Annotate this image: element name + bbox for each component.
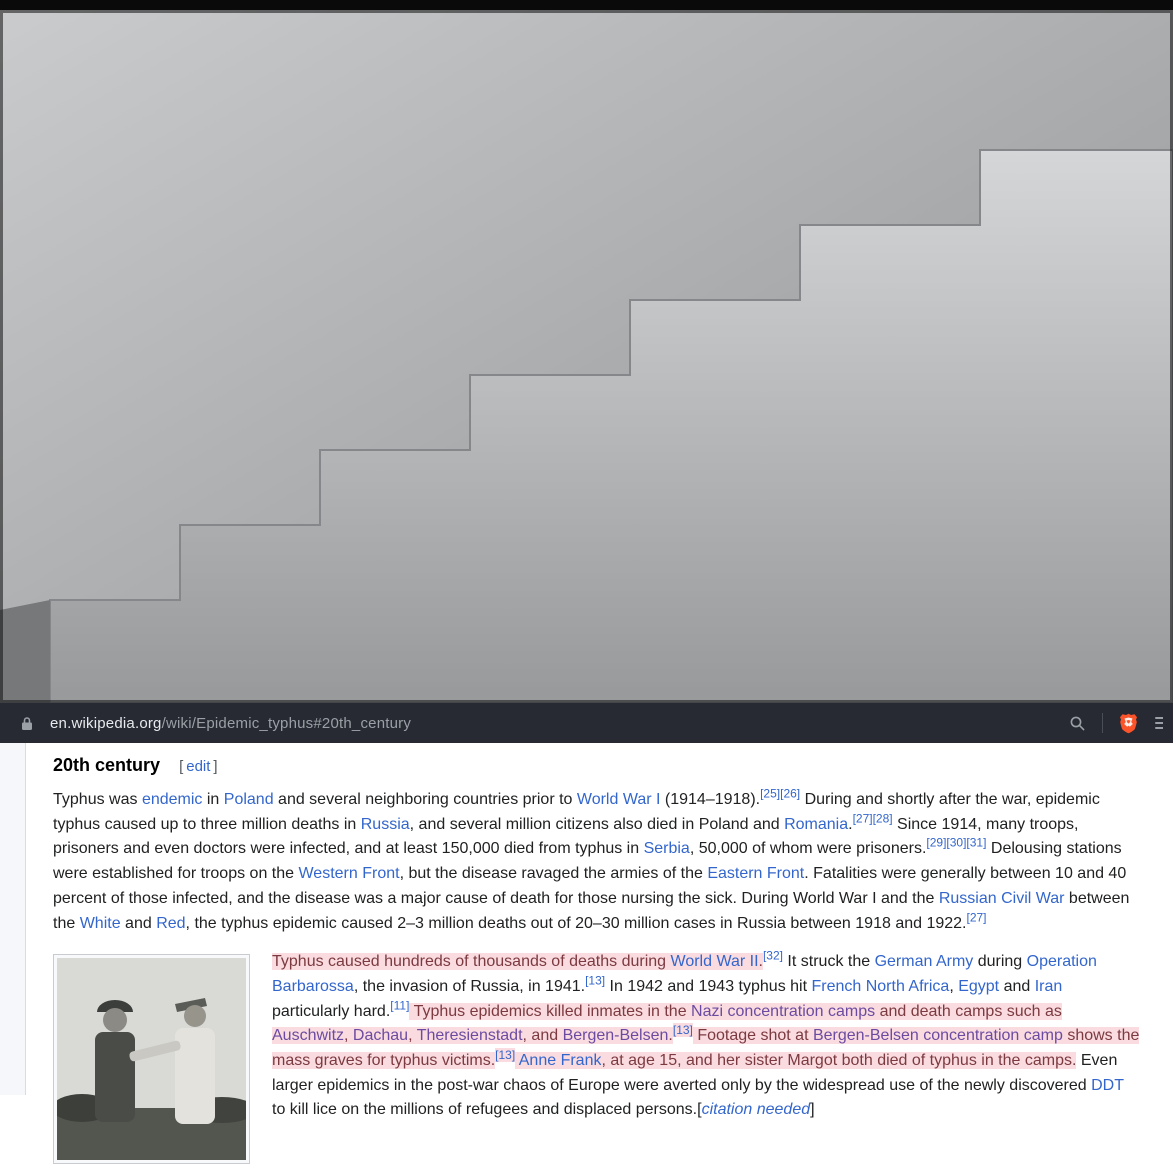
text-run: , the typhus epidemic caused 2–3 million deaths out of 20–30 million cases in Russia between 1918 and 1922.	[185, 914, 967, 932]
thumbnail-frame[interactable]	[53, 954, 250, 1164]
url-text[interactable]	[50, 715, 411, 732]
article-link[interactable]: endemic	[141, 791, 203, 808]
article-link[interactable]: Operation Barbarossa	[272, 953, 1097, 995]
article-link[interactable]: Russia	[360, 815, 410, 833]
text-run: ,	[344, 1027, 353, 1045]
citation-link[interactable]: [11]	[390, 998, 410, 1013]
text-run: , but the disease ravaged the armies of the	[399, 865, 708, 883]
text-run: Even larger epidemics in the post-war chaos of Europe were averted only by the widespread use of the newly discovered	[272, 1052, 1118, 1094]
text-run: ,	[949, 977, 959, 995]
text-run: ]	[810, 1101, 815, 1119]
citation-link[interactable]: [30]	[946, 836, 967, 851]
paragraph-2-row	[53, 948, 1140, 1164]
text-run: between the	[53, 889, 1130, 932]
wikipedia-page	[0, 743, 1173, 1119]
section-heading: 20th century	[53, 755, 161, 775]
citation-ref	[495, 1048, 515, 1062]
article-link[interactable]: German Army	[874, 953, 974, 971]
article-link[interactable]: Serbia	[643, 840, 690, 858]
text-run: .	[848, 815, 853, 833]
article-link[interactable]: Anne Frank	[518, 1052, 602, 1070]
article-link[interactable]: Iran	[1034, 977, 1063, 995]
url-host: en.wikipedia.org	[50, 714, 162, 732]
text-run: Typhus caused hundreds of thousands of deaths during	[272, 953, 671, 971]
article-link[interactable]: World War II	[670, 953, 759, 971]
citation-ref	[966, 836, 986, 850]
text-run: Delousing stations were established for troops on the	[53, 840, 1122, 883]
text-run: in	[202, 791, 224, 808]
citation-ref	[585, 974, 605, 988]
search-icon[interactable]	[1064, 710, 1090, 736]
browser-urlbar[interactable]	[0, 703, 1173, 743]
citation-link[interactable]: [32]	[762, 948, 783, 963]
text-run: Footage shot at	[692, 1027, 813, 1045]
citation-ref	[853, 811, 873, 825]
text-run: , at age 15, and her sister Margot both died of typhus in the camps.	[601, 1052, 1077, 1070]
citation-ref	[673, 1023, 693, 1037]
text-run: , 50,000 of whom were prisoners.	[689, 840, 927, 858]
left-gutter	[0, 743, 26, 1095]
text-run: and several neighboring countries prior to	[273, 791, 577, 808]
article-link[interactable]: Bergen-Belsen concentration camp	[812, 1027, 1063, 1045]
citation-link[interactable]: [25]	[760, 786, 781, 801]
text-run: It struck the	[782, 953, 875, 971]
article-link[interactable]: citation needed	[701, 1101, 811, 1119]
edit-section	[179, 758, 218, 775]
top-black-bar	[0, 0, 1173, 10]
text-run: , and	[522, 1027, 563, 1045]
article-link[interactable]: Poland	[223, 791, 274, 808]
text-run: . Fatalities were generally between 10 and 40 percent of those infected, and the disease was a major cause of death for those nursing the sick. During World War I and the	[53, 865, 1127, 907]
citation-link[interactable]: [28]	[872, 811, 893, 826]
paragraph-2-text	[272, 950, 1140, 1123]
article-link[interactable]: World War I	[576, 791, 661, 808]
citation-ref	[926, 836, 946, 850]
citation-link[interactable]: [13]	[585, 973, 606, 988]
text-run: Since 1914, many troops, prisoners and even doctors were infected, and at least 150,000 died from typhus in	[53, 815, 1079, 858]
text-run: [	[697, 1101, 702, 1119]
text-run: (1914–1918).	[660, 791, 761, 808]
article-link[interactable]: Egypt	[958, 977, 1000, 995]
text-run: Typhus epidemics killed inmates in the	[409, 1002, 692, 1020]
citation-ref	[873, 811, 893, 825]
paragraph-2	[272, 950, 1140, 1123]
citation-link[interactable]: [27]	[852, 811, 873, 826]
edit-link[interactable]: edit	[186, 758, 211, 775]
citation-link[interactable]: [27]	[966, 910, 987, 925]
staircase-image-placeholder	[0, 10, 1173, 703]
citation-link[interactable]: [13]	[672, 1023, 693, 1037]
article-content	[26, 743, 1173, 1119]
article-link[interactable]: Western Front	[298, 865, 400, 883]
article-link[interactable]: Romania	[784, 815, 849, 833]
citation-ref	[780, 787, 800, 801]
citation-ref	[760, 787, 780, 801]
url-path: /wiki/Epidemic_typhus#20th_century	[161, 714, 412, 732]
soldiers-ddt-photo-placeholder	[57, 958, 246, 1160]
article-link[interactable]: Bergen-Belsen	[562, 1027, 669, 1045]
article-link[interactable]: Eastern Front	[707, 865, 805, 883]
edit-bracket-open: [	[179, 758, 184, 775]
menu-icon[interactable]	[1155, 714, 1163, 732]
citation-ref	[390, 998, 409, 1012]
text-run: .	[668, 1027, 673, 1045]
text-run: Typhus was	[53, 791, 142, 808]
text-run: During and shortly after the war, epidemic typhus caused up to three million deaths in	[53, 791, 1100, 833]
citation-link[interactable]: [13]	[495, 1047, 516, 1062]
text-run: and death camps such as	[875, 1002, 1062, 1020]
citation-link[interactable]: [31]	[966, 836, 987, 851]
article-link[interactable]: Russian Civil War	[938, 889, 1065, 907]
urlbar-divider	[1102, 713, 1103, 733]
article-link[interactable]: Nazi concentration camps	[691, 1002, 876, 1020]
paragraph-1	[53, 788, 1135, 936]
text-run: In 1942 and 1943 typhus hit	[605, 977, 812, 995]
article-link[interactable]: Auschwitz	[272, 1027, 345, 1045]
text-run: particularly hard.	[272, 1002, 391, 1020]
text-run: to kill lice on the millions of refugees and displaced persons.	[272, 1101, 698, 1119]
text-run: during	[973, 953, 1027, 971]
article-link[interactable]: Dachau	[352, 1027, 409, 1045]
text-run: .	[758, 953, 763, 971]
citation-ref	[946, 836, 966, 850]
citation-ref	[763, 949, 783, 963]
text-run: ,	[408, 1027, 417, 1045]
text-run: and	[999, 977, 1035, 995]
citation-ref	[967, 910, 987, 924]
article-link[interactable]: White	[79, 914, 121, 932]
lock-icon[interactable]	[14, 710, 40, 736]
text-run: , the invasion of Russia, in 1941.	[353, 977, 586, 995]
brave-shield-icon[interactable]	[1115, 710, 1141, 736]
article-link[interactable]: Theresienstadt	[416, 1027, 523, 1045]
citation-link[interactable]: [29]	[926, 836, 947, 851]
article-link[interactable]: Red	[156, 914, 186, 932]
text-run: , and several million citizens also died in Poland and	[409, 815, 785, 833]
text-run: and	[120, 914, 157, 932]
staircase-graphic	[0, 10, 1173, 703]
article-link[interactable]: French North Africa	[811, 977, 950, 995]
article-link[interactable]: DDT	[1091, 1076, 1124, 1094]
section-heading-row	[53, 755, 1137, 776]
citation-link[interactable]: [26]	[780, 786, 801, 801]
edit-bracket-close: ]	[213, 758, 218, 775]
text-run: shows the mass graves for typhus victims.	[272, 1027, 1140, 1070]
